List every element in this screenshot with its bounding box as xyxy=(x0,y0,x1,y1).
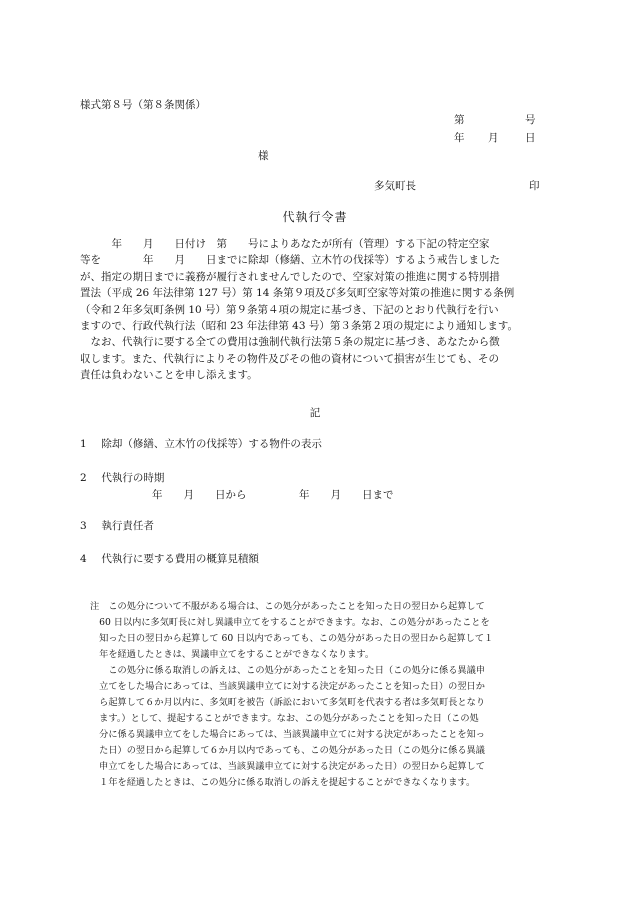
body-line: （令和２年多気町条例 10 号）第９条第４項の規定に基づき、下記のとおり代執行を行い xyxy=(80,303,499,316)
body-line: 年 月 日付け 第 号によりあなたが所有（管理）する下記の特定空家 xyxy=(80,238,490,250)
item-number: 4 xyxy=(80,553,87,565)
body-line: が、指定の期日までに義務が履行されませんでしたので、空家対策の推進に関する特別措 xyxy=(80,270,500,283)
note-line: ら起算して６か月以内に、多気町を被告（訴訟において多気町を代表する者は多気町長となり xyxy=(90,697,486,708)
note-line: た日）の翌日から起算して６か月以内であっても、この処分があった日（この処分に係る異議 xyxy=(90,745,485,756)
issuer-name: 多気町長 xyxy=(374,180,416,192)
recipient-suffix: 様 xyxy=(258,150,269,162)
item-number: 1 xyxy=(80,438,87,450)
body-line: なお、代執行に要する全ての費用は強制代執行法第５条の規定に基づき、あなたから徴 xyxy=(80,336,500,349)
note-line: 申立てをした場合にあっては、当該異議申立てに対する決定があった日）の翌日から起算して xyxy=(90,761,485,772)
execution-period: 年 月 日から 年 月 日まで xyxy=(152,489,394,501)
number-prefix: 第 xyxy=(454,114,465,126)
body-line: 責任は負わないことを申し添えます。 xyxy=(80,369,258,382)
date-month: 月 xyxy=(488,132,499,144)
body-line: ますので、行政代執行法（昭和 23 年法律第 43 号）第３条第２項の規定により通知します。 xyxy=(80,319,519,332)
note-line: 分に係る異議申立てをした場合にあっては、当該異議申立てに対する決定があったことを知っ xyxy=(90,729,485,740)
item-1 xyxy=(80,436,322,451)
appeal-note xyxy=(90,599,552,791)
body-line: 収します。また、代執行によりその物件及びその他の資材について損害が生じても、その xyxy=(80,352,499,365)
item-text: 執行責任者 xyxy=(101,520,154,532)
item-text: 代執行の時期 xyxy=(101,472,165,484)
item-number: 3 xyxy=(80,520,87,532)
item-3 xyxy=(80,518,154,533)
item-4 xyxy=(80,551,259,566)
body-line: 等を 年 月 日までに除却（修繕、立木竹の伐採等）するよう戒告しました xyxy=(80,254,500,267)
item-number: 2 xyxy=(80,472,87,484)
date-year: 年 xyxy=(454,132,465,144)
note-line: ます。）として、提起することができます。なお、この処分があったことを知った日（この処 xyxy=(90,713,479,724)
note-line: 知った日の翌日から起算して 60 日以内であっても、この処分があった日の翌日から起算して１ xyxy=(90,633,494,644)
body-paragraph xyxy=(80,236,550,384)
note-line: 注 この処分について不服がある場合は、この処分があったことを知った日の翌日から起算して xyxy=(90,601,485,612)
date-day: 日 xyxy=(525,132,536,144)
note-line: 60 日以内に多気町長に対し異議申立てをすることができます。なお、この処分があったことを xyxy=(90,617,490,628)
note-line: この処分に係る取消しの訴えは、この処分があったことを知った日（この処分に係る異議申 xyxy=(90,665,485,676)
item-text: 除却（修繕、立木竹の伐採等）する物件の表示 xyxy=(101,438,322,450)
note-line: 立てをした場合にあっては、当該異議申立てに対する決定があったことを知った日）の翌日か xyxy=(90,681,485,692)
body-line: 置法（平成 26 年法律第 127 号）第 14 条第９項及び多気町空家等対策の推進に関する条例 xyxy=(80,287,515,300)
document-title: 代執行令書 xyxy=(282,210,348,224)
note-line: 年を経過したときは、異議申立てをすることができなくなります。 xyxy=(90,649,375,660)
note-line: １年を経過したときは、この処分に係る取消しの訴えを提起することができなくなります。 xyxy=(90,777,476,788)
document-number xyxy=(454,112,536,127)
number-suffix: 号 xyxy=(525,114,536,126)
seal-mark: 印 xyxy=(529,180,540,192)
item-2 xyxy=(80,470,164,485)
item-text: 代執行に要する費用の概算見積額 xyxy=(101,553,259,565)
form-label: 様式第８号（第８条関係） xyxy=(80,99,206,111)
ki-heading: 記 xyxy=(309,407,321,419)
